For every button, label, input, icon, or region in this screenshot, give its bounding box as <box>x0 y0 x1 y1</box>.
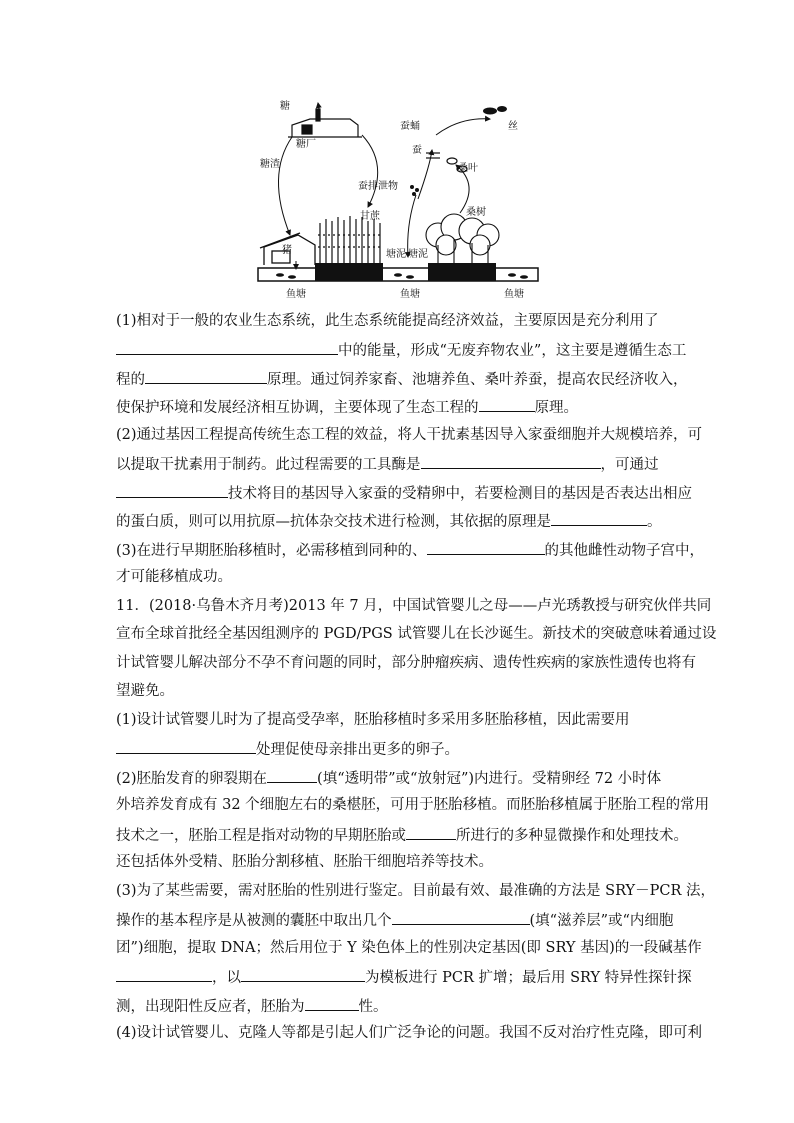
label-mulberry-leaf: 桑叶 <box>458 163 478 174</box>
answer-blank[interactable] <box>241 967 365 982</box>
text-line <box>116 369 686 389</box>
label-fish-pond-3: 鱼塘 <box>504 289 524 300</box>
text-line <box>116 882 715 900</box>
label-sugarcane: 甘蔗 <box>360 211 380 222</box>
text-segment: 的其他雌性动物子宫中， <box>544 543 705 559</box>
text-segment: 操作的基本程序是从被测的囊胚中取出几个 <box>116 913 392 929</box>
text-segment: 。 <box>647 514 662 530</box>
text-line <box>116 426 703 444</box>
text-segment: 团”)细胞，提取 DNA；然后用位于 Y 染色体上的性别决定基因(即 SRY 基因)的一段碱基作 <box>116 940 702 956</box>
answer-blank[interactable] <box>116 483 228 498</box>
text-segment: (1)设计试管婴儿时为了提高受孕率，胚胎移植时多采用多胚胎移植，因此需要用 <box>116 712 630 728</box>
text-segment: 中的能量，形成“无废弃物农业”，这主要是遵循生态工 <box>338 343 687 359</box>
text-segment: 望避免。 <box>116 683 174 699</box>
text-segment: 为模板进行 PCR 扩增；最后用 SRY 特异性探针探 <box>365 970 692 986</box>
answer-blank[interactable] <box>406 825 456 840</box>
sugarcane-plants <box>318 216 383 263</box>
text-line <box>116 340 686 360</box>
text-segment: (3)在进行早期胚胎移植时，必需移植到同种的、 <box>116 543 427 559</box>
label-silkworm-pupa: 蚕蛹 <box>400 121 420 132</box>
text-segment: (填“透明带”或“放射冠”)内进行。受精卵经 72 小时体 <box>317 771 662 787</box>
text-line <box>116 996 686 1016</box>
text-line <box>116 654 696 672</box>
mulberry-bed <box>428 263 496 281</box>
text-segment: 技术之一，胚胎工程是指对动物的早期胚胎或 <box>116 828 406 844</box>
label-sugar-factory: 糖厂 <box>296 139 316 150</box>
text-line <box>116 796 710 814</box>
label-silk: 丝 <box>508 121 518 132</box>
label-pig: 猪 <box>282 245 292 256</box>
text-segment: (2)通过基因工程提高传统生态工程的效益，将人干扰素基因导入家蚕细胞并大规模培养，可 <box>116 427 703 443</box>
text-segment: 以提取干扰素用于制药。此过程需要的工具酶是 <box>116 457 421 473</box>
answer-blank[interactable] <box>145 369 267 384</box>
text-line <box>116 454 686 474</box>
sugar-factory <box>288 109 362 137</box>
label-silkworm: 蚕 <box>412 145 422 156</box>
text-segment: 计试管婴儿解决部分不孕不育问题的同时，部分肿瘤疾病、遗传性疾病的家族性遗传也将有 <box>116 655 696 671</box>
text-line <box>116 397 686 417</box>
answer-blank[interactable] <box>551 511 647 526</box>
text-segment: 性。 <box>358 999 388 1015</box>
text-segment: 宣布全球首批经全基因组测序的 PGD/PGS 试管婴儿在长沙诞生。新技术的突破意味着通过设 <box>116 626 717 642</box>
text-segment: 技术将目的基因导入家蚕的受精卵中，若要检测目的基因是否表达出相应 <box>228 486 692 502</box>
text-segment: (4)设计试管婴儿、克隆人等都是引起人们广泛争论的问题。我国不反对治疗性克隆，即可利 <box>116 1025 703 1041</box>
text-segment: ，以 <box>212 970 241 986</box>
text-line <box>116 597 712 615</box>
text-line <box>116 312 686 330</box>
label-pond-mud-2: 塘泥 <box>408 249 428 260</box>
excrement-dots <box>410 185 419 196</box>
answer-blank[interactable] <box>116 967 212 982</box>
text-line <box>116 711 686 729</box>
text-segment: (2)胚胎发育的卵裂期在 <box>116 771 268 787</box>
text-segment: 还包括体外受精、胚胎分割移植、胚胎干细胞培养等技术。 <box>116 854 493 870</box>
answer-blank[interactable] <box>427 540 545 555</box>
text-line <box>116 483 692 503</box>
answer-blank[interactable] <box>116 739 256 754</box>
mulberry-trees <box>426 214 499 263</box>
text-segment: (1)相对于一般的农业生态系统，此生态系统能提高经济效益，主要原因是充分利用了 <box>116 313 659 329</box>
text-segment: 测，出现阳性反应者，胚胎为 <box>116 999 305 1015</box>
text-segment: 使保护环境和发展经济相互协调，主要体现了生态工程的 <box>116 400 479 416</box>
answer-blank[interactable] <box>421 454 601 469</box>
label-mulberry-tree: 桑树 <box>466 207 486 218</box>
text-line <box>116 511 686 531</box>
label-fish-pond-2: 鱼塘 <box>400 289 420 300</box>
text-segment: 所进行的多种显微操作和处理技术。 <box>456 828 688 844</box>
answer-blank[interactable] <box>392 910 530 925</box>
eco-agriculture-diagram <box>240 95 560 305</box>
text-line <box>116 853 686 871</box>
label-sugar: 糖 <box>280 101 290 112</box>
label-silkworm-excrement: 蚕排泄物 <box>358 181 398 192</box>
text-line <box>116 910 686 930</box>
text-segment: ，可通过 <box>600 457 659 473</box>
text-segment: 原理。 <box>534 400 578 416</box>
text-segment: 程的 <box>116 372 145 388</box>
text-segment: 原理。通过饲养家畜、池塘养鱼、桑叶养蚕，提高农民经济收入， <box>267 372 688 388</box>
text-segment: 11．(2018·乌鲁木齐月考)2013 年 7 月，中国试管婴儿之母——卢光琇教授与研究伙伴共同 <box>116 598 712 614</box>
sugarcane-bed <box>315 263 383 281</box>
text-line <box>116 568 686 586</box>
text-line <box>116 768 686 788</box>
text-line <box>116 1024 703 1042</box>
text-segment: 才可能移植成功。 <box>116 569 232 585</box>
answer-blank[interactable] <box>267 768 317 783</box>
text-line <box>116 540 705 560</box>
silk-cocoon <box>483 106 507 115</box>
text-segment: 外培养发育成有 32 个细胞左右的桑椹胚，可用于胚胎移植。而胚胎移植属于胚胎工程的常用 <box>116 797 710 813</box>
label-fish-pond-1: 鱼塘 <box>286 289 306 300</box>
answer-blank[interactable] <box>479 397 535 412</box>
answer-blank[interactable] <box>305 996 359 1011</box>
text-line <box>116 682 686 700</box>
label-sugar-residue: 糖渣 <box>260 159 280 170</box>
text-segment: (3)为了某些需要，需对胚胎的性别进行鉴定。目前最有效、最准确的方法是 SRY－PCR 法， <box>116 883 715 899</box>
text-line <box>116 967 692 987</box>
text-segment: 的蛋白质，则可以用抗原—抗体杂交技术进行检测，其依据的原理是 <box>116 514 551 530</box>
text-segment: (填“滋养层”或“内细胞 <box>529 913 674 929</box>
text-line <box>116 939 702 957</box>
text-line <box>116 739 686 759</box>
text-segment: 处理促使母亲排出更多的卵子。 <box>256 742 459 758</box>
label-pond-mud-1: 塘泥 <box>386 249 406 260</box>
text-line <box>116 625 717 643</box>
text-line <box>116 825 686 845</box>
answer-blank[interactable] <box>116 340 338 355</box>
